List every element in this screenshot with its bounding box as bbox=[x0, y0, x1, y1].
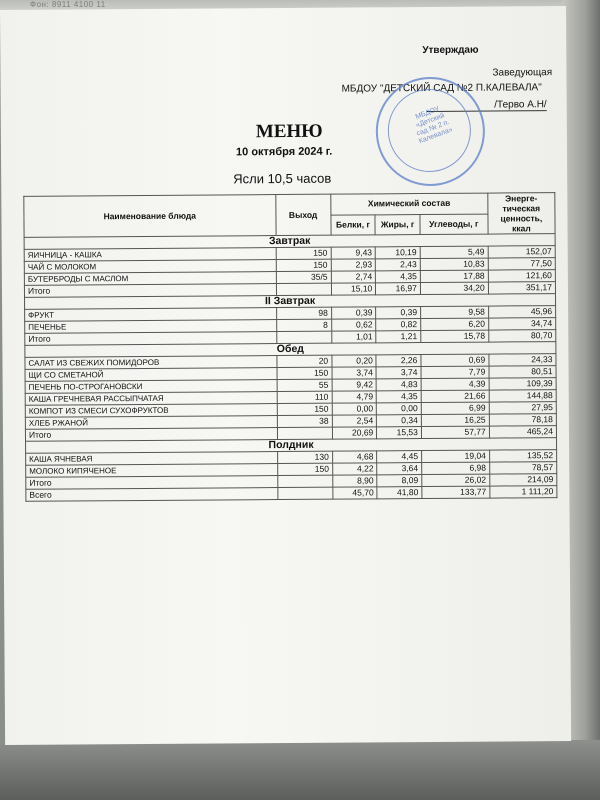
dish-fat: 0,00 bbox=[377, 403, 422, 415]
dish-carb: 0,69 bbox=[421, 354, 489, 366]
background-bottom bbox=[0, 740, 600, 800]
dish-name: ЩИ СО СМЕТАНОЙ bbox=[25, 368, 277, 382]
menu-date: 10 октября 2024 г. bbox=[235, 145, 333, 159]
dish-output: 130 bbox=[277, 451, 332, 463]
dish-carb: 6,20 bbox=[421, 318, 489, 330]
dish-fat: 0,34 bbox=[377, 415, 422, 427]
dish-output: 150 bbox=[276, 259, 331, 271]
dish-fat: 0,82 bbox=[376, 319, 421, 331]
dish-energy: 24,33 bbox=[489, 354, 556, 366]
total-protein: 1,01 bbox=[331, 331, 376, 343]
dish-fat: 4,45 bbox=[377, 451, 422, 463]
dish-carb: 4,39 bbox=[421, 378, 489, 390]
dish-carb: 5,49 bbox=[420, 246, 488, 258]
total-output-empty bbox=[276, 283, 331, 295]
dish-output: 98 bbox=[276, 307, 331, 319]
approval-title: Утверждаю bbox=[422, 44, 479, 57]
dish-fat: 0,39 bbox=[376, 307, 421, 319]
header-fat: Жиры, г bbox=[375, 214, 420, 235]
section-title: Обед bbox=[25, 342, 556, 358]
dish-energy: 121,60 bbox=[488, 270, 555, 282]
dish-fat: 4,35 bbox=[376, 391, 421, 403]
approval-position: Заведующая bbox=[492, 67, 553, 79]
total-fat: 1,21 bbox=[376, 331, 421, 343]
dish-name: ХЛЕБ РЖАНОЙ bbox=[25, 416, 277, 430]
dish-output: 20 bbox=[277, 355, 332, 367]
dish-fat: 3,74 bbox=[376, 367, 421, 379]
dish-output: 8 bbox=[276, 319, 331, 331]
dish-protein: 2,93 bbox=[331, 259, 376, 271]
grand-total-label: Всего bbox=[26, 488, 278, 502]
grand-total-protein: 45,70 bbox=[333, 487, 378, 499]
dish-name: САЛАТ ИЗ СВЕЖИХ ПОМИДОРОВ bbox=[25, 356, 277, 370]
total-energy: 465,24 bbox=[489, 426, 556, 438]
dish-fat: 4,83 bbox=[376, 379, 421, 391]
approval-signature: /Терво А.Н/ bbox=[427, 99, 547, 112]
menu-table-body bbox=[24, 234, 557, 502]
dish-carb: 9,58 bbox=[420, 306, 488, 318]
dish-name: ПЕЧЕНЬ ПО-СТРОГАНОВСКИ bbox=[25, 380, 277, 394]
dish-energy: 34,74 bbox=[488, 318, 555, 330]
menu-table bbox=[23, 192, 557, 502]
approval-organization: МБДОУ "ДЕТСКИЙ САД №2 П.КАЛЕВАЛА" bbox=[341, 82, 542, 95]
dish-output: 150 bbox=[276, 247, 331, 259]
dish-name: КАША ГРЕЧНЕВАЯ РАССЫПЧАТАЯ bbox=[25, 392, 277, 406]
approval-block bbox=[330, 44, 560, 111]
dish-output: 150 bbox=[277, 403, 332, 415]
dish-fat: 10,19 bbox=[375, 247, 420, 259]
page-title: МЕНЮ bbox=[255, 120, 323, 143]
dish-carb: 19,04 bbox=[421, 450, 489, 462]
dish-carb: 10,83 bbox=[420, 258, 488, 270]
dish-protein: 4,22 bbox=[332, 463, 377, 475]
dish-name: ЧАЙ С МОЛОКОМ bbox=[24, 260, 276, 274]
total-fat: 8,09 bbox=[377, 475, 422, 487]
dish-protein: 2,74 bbox=[331, 271, 376, 283]
total-carb: 26,02 bbox=[422, 474, 490, 486]
grand-total-row bbox=[26, 486, 557, 502]
total-label: Итого bbox=[25, 428, 277, 442]
total-energy: 351,17 bbox=[488, 282, 555, 294]
header-protein: Белки, г bbox=[331, 214, 376, 235]
dish-carb: 21,66 bbox=[421, 390, 489, 402]
dish-name: БУТЕРБРОДЫ С МАСЛОМ bbox=[24, 272, 276, 286]
dish-protein: 2,54 bbox=[332, 415, 377, 427]
total-output-empty bbox=[277, 475, 332, 487]
dish-energy: 45,96 bbox=[488, 306, 555, 318]
section-title: Полдник bbox=[26, 438, 557, 454]
dish-fat: 3,64 bbox=[377, 463, 422, 475]
official-stamp bbox=[375, 77, 485, 187]
dish-output: 35/5 bbox=[276, 271, 331, 283]
dish-protein: 9,42 bbox=[332, 379, 377, 391]
section-title: Завтрак bbox=[24, 234, 555, 250]
total-output-empty bbox=[277, 427, 332, 439]
dish-carb: 16,25 bbox=[421, 414, 489, 426]
dish-name: ЯИЧНИЦА - КАШКА bbox=[24, 248, 276, 262]
total-carb: 57,77 bbox=[421, 426, 489, 438]
dish-output: 38 bbox=[277, 415, 332, 427]
dish-output: 150 bbox=[277, 463, 332, 475]
header-energy: Энерге-тическая ценность, ккал bbox=[488, 193, 556, 234]
dish-protein: 0,62 bbox=[331, 319, 376, 331]
grand-total-output-empty bbox=[277, 487, 332, 499]
header-carb: Углеводы, г bbox=[420, 214, 488, 235]
total-label: Итого bbox=[24, 284, 276, 298]
grand-total-energy: 1 111,20 bbox=[490, 486, 557, 498]
dish-energy: 77,50 bbox=[488, 258, 555, 270]
dish-energy: 152,07 bbox=[488, 246, 555, 258]
total-protein: 8,90 bbox=[332, 475, 377, 487]
stamp-text: МБДОУ «Детский сад № 2 п. Калевала» bbox=[414, 105, 454, 146]
total-energy: 80,70 bbox=[489, 330, 556, 342]
dish-carb: 6,99 bbox=[421, 402, 489, 414]
menu-group: Ясли 10,5 часов bbox=[233, 170, 332, 187]
total-protein: 15,10 bbox=[331, 283, 376, 295]
dish-energy: 144,88 bbox=[489, 390, 556, 402]
dish-output: 150 bbox=[277, 367, 332, 379]
total-label: Итого bbox=[26, 476, 278, 490]
header-dish-name: Наименование блюда bbox=[24, 195, 276, 238]
total-carb: 15,78 bbox=[421, 330, 489, 342]
total-output-empty bbox=[276, 331, 331, 343]
menu-sheet bbox=[0, 6, 571, 745]
dish-fat: 4,35 bbox=[376, 271, 421, 283]
total-energy: 214,09 bbox=[490, 474, 557, 486]
dish-protein: 0,20 bbox=[332, 355, 377, 367]
dish-protein: 0,39 bbox=[331, 307, 376, 319]
dish-energy: 78,18 bbox=[489, 414, 556, 426]
dish-energy: 109,39 bbox=[489, 378, 556, 390]
grand-total-carb: 133,77 bbox=[422, 486, 490, 498]
dish-carb: 7,79 bbox=[421, 366, 489, 378]
dish-name: КАША ЯЧНЕВАЯ bbox=[26, 452, 278, 466]
dish-protein: 4,79 bbox=[332, 391, 377, 403]
dish-name: КОМПОТ ИЗ СМЕСИ СУХОФРУКТОВ bbox=[25, 404, 277, 418]
dish-fat: 2,26 bbox=[376, 355, 421, 367]
header-output: Выход bbox=[275, 194, 330, 235]
total-fat: 15,53 bbox=[377, 427, 422, 439]
dish-protein: 4,68 bbox=[332, 451, 377, 463]
dish-energy: 78,57 bbox=[489, 462, 556, 474]
dish-name: ПЕЧЕНЬЕ bbox=[25, 320, 277, 334]
grand-total-fat: 41,80 bbox=[377, 487, 422, 499]
dish-fat: 2,43 bbox=[376, 259, 421, 271]
dish-name: МОЛОКО КИПЯЧЕНОЕ bbox=[26, 464, 278, 478]
header-chemical-composition: Химический состав bbox=[330, 193, 487, 215]
total-fat: 16,97 bbox=[376, 283, 421, 295]
dish-energy: 135,52 bbox=[489, 450, 556, 462]
dish-output: 55 bbox=[277, 379, 332, 391]
section-title: II Завтрак bbox=[25, 294, 556, 310]
dish-protein: 3,74 bbox=[332, 367, 377, 379]
background-text-fragment: Фон: 8911 4100 11 bbox=[30, 0, 106, 9]
total-label: Итого bbox=[25, 332, 277, 346]
dish-energy: 80,51 bbox=[489, 366, 556, 378]
dish-protein: 0,00 bbox=[332, 403, 377, 415]
total-carb: 34,20 bbox=[420, 282, 488, 294]
dish-energy: 27,95 bbox=[489, 402, 556, 414]
total-protein: 20,69 bbox=[332, 427, 377, 439]
dish-protein: 9,43 bbox=[331, 247, 376, 259]
dish-output: 110 bbox=[277, 391, 332, 403]
dish-carb: 17,88 bbox=[420, 270, 488, 282]
dish-carb: 6,98 bbox=[422, 462, 490, 474]
dish-name: ФРУКТ bbox=[25, 308, 277, 322]
